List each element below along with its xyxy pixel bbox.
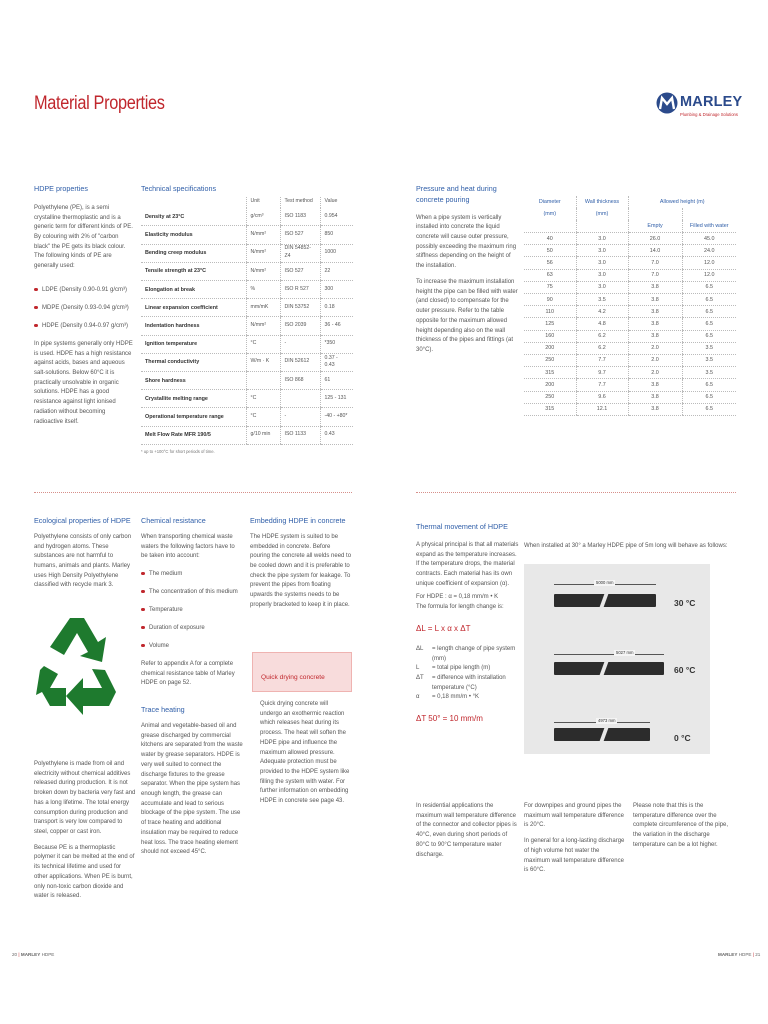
table-cell: ISO 1183: [280, 208, 320, 226]
table-row: [141, 262, 353, 280]
table-cell: 3.0: [576, 257, 628, 269]
table-cell: 3.5: [576, 294, 628, 306]
thermal-paragraph-1: A physical principal is that all materials expand as the temperature increases. If the temperature drops, the material contracts. Each material has its own unique coefficient of expansion (α).: [416, 541, 519, 587]
column-header-filled: Filled with water: [682, 220, 736, 232]
table-cell: 110: [524, 306, 576, 318]
table-cell: 36 - 46: [320, 317, 353, 335]
property-name: Melt Flow Rate MFR 190/5: [141, 426, 246, 444]
list-item: HDPE (Density 0.94-0.97 g/cm³): [34, 322, 134, 331]
table-cell: °C: [246, 390, 280, 408]
legend-symbol: ΔT: [416, 674, 424, 681]
list-item: Volume: [141, 642, 243, 651]
section-divider-right: [416, 492, 736, 493]
technical-specifications-section: [141, 184, 353, 455]
thermal-formula: ΔL = L x α x ΔT: [416, 623, 471, 633]
table-row: [524, 391, 736, 403]
list-item: Temperature: [141, 606, 243, 615]
table-cell: DIN 52612: [280, 353, 320, 371]
legend-definition: = 0,18 mm/m • °K: [432, 694, 480, 701]
thermal-coefficient: For HDPE : α = 0,18 mm/m • K: [416, 594, 499, 601]
pressure-heading-line2: concrete pouring: [416, 194, 470, 204]
table-cell: 6.5: [682, 294, 736, 306]
thermal-result: ΔT 50° = 10 mm/m: [416, 714, 483, 724]
page-number-right: 21: [755, 952, 761, 957]
table-cell: 160: [524, 330, 576, 342]
table-cell: 6.2: [576, 330, 628, 342]
table-cell: 3.8: [628, 403, 682, 415]
table-cell: ISO 527: [280, 262, 320, 280]
temperature-label: 0 °C: [674, 733, 691, 743]
table-row: [141, 317, 353, 335]
table-cell: 3.8: [628, 379, 682, 391]
thermal-column-3: Please note that this is the temperature difference over the complete circumference of the pipe, the variation in the discharge temperature can be a lot higher.: [633, 803, 729, 848]
table-cell: 40: [524, 233, 576, 245]
table-cell: 14.0: [628, 245, 682, 257]
embedding-heading: Embedding HDPE in concrete: [250, 516, 346, 525]
table-cell: ISO 527: [280, 226, 320, 244]
footer-product-right: HDPE: [738, 952, 752, 957]
footer-brand-left: MARLEY: [20, 952, 41, 957]
table-cell: 2.0: [628, 354, 682, 366]
chemical-intro: When transporting chemical waste waters the following factors have to be taken into account:: [141, 533, 235, 560]
property-name: Elasticity modulus: [141, 226, 246, 244]
table-cell: 2.0: [628, 342, 682, 354]
table-row: [524, 281, 736, 293]
page-title: Material Properties: [34, 93, 165, 114]
table-cell: [246, 371, 280, 389]
quick-drying-heading: Quick drying concrete: [261, 674, 325, 681]
table-row: [141, 244, 353, 262]
table-row: [524, 233, 736, 245]
table-cell: N/mm²: [246, 262, 280, 280]
trace-heating-body: Animal and vegetable-based oil and grease discharged by commercial kitchens are separated from the waste water by grease separators. HDPE is very well suited to connect the discharge fixtures to the grease separator. When the pipe system has enough length, the grease can accumulate and lead to serious blockage of the pipe system. The use of trace heating and additional insulation may be required to reduce heat loss. The trace heating element should not exceed 45°C.: [141, 722, 243, 856]
property-name: Linear expansion coefficient: [141, 299, 246, 317]
column-header-diameter: Diameter: [538, 199, 561, 206]
table-cell: 4.8: [576, 318, 628, 330]
table-cell: 0.43: [320, 426, 353, 444]
pipe-30c: [554, 594, 656, 607]
table-cell: 9.7: [576, 367, 628, 379]
chemical-resistance-heading: Chemical resistance: [141, 516, 206, 525]
table-row: [141, 390, 353, 408]
ecological-lower: [34, 760, 136, 902]
allowed-height-table: [524, 196, 736, 416]
table-cell: 6.5: [682, 391, 736, 403]
table-cell: 12.0: [682, 257, 736, 269]
table-cell: 7.0: [628, 257, 682, 269]
table-cell: 22: [320, 262, 353, 280]
table-cell: 6.5: [682, 330, 736, 342]
section-divider-left: [34, 492, 352, 493]
table-row: [524, 245, 736, 257]
pipe-60c: [554, 662, 664, 675]
table-cell: 3.0: [576, 281, 628, 293]
table-cell: 61: [320, 371, 353, 389]
table-cell: 26.0: [628, 233, 682, 245]
embedding-section: [250, 516, 352, 611]
property-name: Operational temperature range: [141, 408, 246, 426]
ecological-section: [34, 516, 136, 591]
table-cell: 12.0: [682, 269, 736, 281]
embedding-body: The HDPE system is suited to be embedded in concrete. Before pouring the concrete all welds need to be cooled down and it is preferable to check the pipe system for leakage. To prevent the pipes from floating upwards the systems needs to be properly bracketed to keep it in place.: [250, 533, 352, 608]
table-row: [141, 371, 353, 389]
table-cell: 1000: [320, 244, 353, 262]
property-name: Indentation hardness: [141, 317, 246, 335]
table-row: [524, 379, 736, 391]
footer-left: 20 | MARLEY HDPE: [12, 952, 55, 957]
pressure-paragraph-2: To increase the maximum installation height the pipe can be filled with water (and closed) to compensate for the outer pressure. Refer to the table opposite for the maximum allowed height depending also on the wall thickness of the pipes and fittings (at 30°C).: [416, 278, 518, 353]
table-row: [524, 367, 736, 379]
quick-drying-callout: [252, 652, 352, 692]
table-cell: °C: [246, 335, 280, 353]
table-cell: 6.5: [682, 281, 736, 293]
pressure-heading-line1: Pressure and heat during: [416, 184, 497, 193]
table-cell: 3.5: [682, 354, 736, 366]
table-cell: 63: [524, 269, 576, 281]
table-cell: ISO 1133: [280, 426, 320, 444]
table-row: [141, 426, 353, 444]
table-row: [524, 403, 736, 415]
legend-definition: = length change of pipe system (mm): [432, 645, 516, 662]
pipe-length-label: 5027 mm: [616, 650, 634, 655]
table-row: [141, 353, 353, 371]
footer-brand-right: MARLEY: [718, 952, 738, 957]
list-item: The medium: [141, 570, 243, 579]
property-name: Density at 23°C: [141, 208, 246, 226]
ecological-paragraph-1: Polyethylene consists of only carbon and hydrogen atoms. These substances are not harmful to humans, animals and plants. Marley uses High Density Polyethylene classified with recycle mark 3.: [34, 533, 132, 589]
legend-symbol: L: [416, 665, 420, 672]
thermal-heading: Thermal movement of HDPE: [416, 522, 508, 531]
table-cell: %: [246, 281, 280, 299]
technical-specifications-heading: Technical specifications: [141, 184, 217, 193]
trace-heating-heading: Trace heating: [141, 705, 185, 715]
table-cell: 6.5: [682, 379, 736, 391]
legend-symbol: ΔL: [416, 645, 424, 652]
table-cell: 6.5: [682, 403, 736, 415]
table-cell: °C: [246, 408, 280, 426]
list-item: LDPE (Density 0.90-0.91 g/cm³): [34, 286, 134, 295]
table-cell: 75: [524, 281, 576, 293]
specifications-table: [141, 197, 353, 445]
pipe-length-label: 4973 mm: [598, 718, 616, 723]
column-header-empty: Empty: [628, 220, 682, 232]
table-cell: 45.0: [682, 233, 736, 245]
table-cell: ISO 2039: [280, 317, 320, 335]
table-cell: 7.0: [628, 269, 682, 281]
table-cell: 90: [524, 294, 576, 306]
table-cell: -: [280, 335, 320, 353]
table-cell: 3.8: [628, 281, 682, 293]
allowed-height-table-body: [524, 233, 736, 416]
thermal-formula-intro: The formula for length change is:: [416, 604, 504, 611]
table-cell: -: [280, 408, 320, 426]
table-row: [141, 281, 353, 299]
table-cell: 3.0: [576, 245, 628, 257]
table-cell: 9.6: [576, 391, 628, 403]
hdpe-properties-heading: HDPE properties: [34, 184, 88, 193]
table-cell: 24.0: [682, 245, 736, 257]
table-cell: 3.8: [628, 330, 682, 342]
legend-definition: = difference with installation temperature (°C): [432, 674, 506, 691]
formula-legend: [416, 645, 520, 703]
marley-logo: [656, 90, 743, 126]
recycle-icon: [36, 606, 122, 746]
table-row: [524, 318, 736, 330]
list-item: The concentration of this medium: [141, 588, 243, 597]
property-name: Crystallite melting range: [141, 390, 246, 408]
table-cell: 7.7: [576, 354, 628, 366]
thermal-expansion-diagram: [524, 564, 710, 754]
table-cell: 6.2: [576, 342, 628, 354]
column-unit-diameter: (mm): [543, 211, 557, 218]
table-cell: 3.5: [682, 367, 736, 379]
column-header: Test method: [280, 197, 320, 208]
table-row: [524, 294, 736, 306]
table-cell: DIN 53752: [280, 299, 320, 317]
column-unit-wall-thickness: (mm): [576, 208, 628, 220]
table-cell: 3.5: [682, 342, 736, 354]
column-header-allowed-height: Allowed height (m): [628, 196, 736, 208]
column-header-wall-thickness: Wall thickness: [576, 196, 628, 208]
table-row: [524, 269, 736, 281]
table-row: [524, 342, 736, 354]
hdpe-properties-section: [34, 184, 134, 427]
thermal-column-2b: In general for a long-lasting discharge of high volume hot water the maximum wall temperature difference is 60°C.: [524, 838, 625, 874]
legend-definition: = total pipe length (m): [432, 665, 491, 672]
page-number-left: 20: [12, 952, 18, 957]
diagram-caption: When installed at 30° a Marley HDPE pipe of 5m long will behave as follows:: [524, 543, 728, 549]
table-cell: 3.8: [628, 294, 682, 306]
list-item: MDPE (Density 0.93-0.94 g/cm³): [34, 304, 134, 313]
table-cell: N/mm²: [246, 317, 280, 335]
table-row: [141, 299, 353, 317]
table-cell: 200: [524, 342, 576, 354]
table-row: [524, 306, 736, 318]
thermal-movement-section: [416, 522, 520, 725]
specifications-footnote: * up to +100°C for short periods of time.: [141, 448, 215, 454]
table-cell: 3.8: [628, 391, 682, 403]
ecological-paragraph-2: Polyethylene is made from oil and electricity without chemical additives released during production. It is not broken down by bacteria very fast and has a long lifetime. The total energy consumption during production and transport is very low compared to steel, copper or cast iron.: [34, 761, 136, 836]
hdpe-intro: Polyethylene (PE), is a semi crystalline thermoplastic and is a generic term for different kinds of PE. By colouring with 2% of "carbon black" the PE gets its black colour. The following kinds of PE are generally used:: [34, 204, 133, 270]
chemical-note: Refer to appendix A for a complete chemical resistance table of Marley HDPE on page 52.: [141, 660, 235, 687]
quick-drying-body: Quick drying concrete will undergo an exothermic reaction which releases heat during its process. The heat will soften the HDPE pipe and influence the maximum allowed pressure. Adequate protection must be provided to the HDPE system like filling the system with water. For further information on embedding HDPE in concrete see page 43.: [260, 701, 350, 805]
table-cell: 125: [524, 318, 576, 330]
ecological-paragraph-3: Because PE is a thermoplastic polymer it can be melted at the end of its technical lifetime and used for other applications. When PE is burnt, only non-toxic carbon dioxide and water is released.: [34, 844, 135, 900]
table-row: [524, 330, 736, 342]
property-name: Shore hardness: [141, 371, 246, 389]
table-cell: 3.8: [628, 306, 682, 318]
table-cell: 0.954: [320, 208, 353, 226]
table-cell: 200: [524, 379, 576, 391]
property-name: Thermal conductivity: [141, 353, 246, 371]
thermal-column-2: [524, 802, 626, 876]
table-cell: 3.0: [576, 269, 628, 281]
table-cell: 0.18: [320, 299, 353, 317]
table-cell: 7.7: [576, 379, 628, 391]
table-cell: 4.2: [576, 306, 628, 318]
column-header: Value: [320, 197, 353, 208]
pe-kinds-list: [34, 286, 134, 331]
table-cell: 3.8: [628, 318, 682, 330]
thermal-column-1: In residential applications the maximum wall temperature difference of the connector and collector pipes is 40°C, even during short periods of 80°C to 90°C temperature water discharge.: [416, 803, 517, 858]
table-cell: 2.0: [628, 367, 682, 379]
chemical-factors-list: [141, 570, 243, 651]
table-cell: 315: [524, 403, 576, 415]
pressure-paragraph-1: When a pipe system is vertically installed into concrete the liquid concrete will cause outer pressure, possibly exceeding the maximum ring stiffness depending on the height of the installation.: [416, 214, 517, 270]
table-cell: 3.0: [576, 233, 628, 245]
table-cell: 6.5: [682, 306, 736, 318]
list-item: Duration of exposure: [141, 624, 243, 633]
table-row: [524, 354, 736, 366]
table-cell: [280, 390, 320, 408]
logo-wordmark: MARLEY: [680, 94, 743, 110]
table-row: [524, 257, 736, 269]
temperature-label: 30 °C: [674, 598, 696, 608]
table-cell: 125 - 131: [320, 390, 353, 408]
thermal-column-2a: For downpipes and ground pipes the maximum wall temperature difference is 20°C.: [524, 803, 624, 829]
table-cell: 6.5: [682, 318, 736, 330]
pressure-heat-section: [416, 184, 520, 356]
table-row: [141, 208, 353, 226]
table-cell: g/10 min: [246, 426, 280, 444]
table-cell: 50: [524, 245, 576, 257]
chemical-resistance-section: [141, 516, 243, 858]
pipe-0c: [554, 728, 650, 741]
logo-tagline: Plumbing & Drainage Solutions: [680, 112, 738, 117]
table-cell: ISO R 527: [280, 281, 320, 299]
property-name: Elongation at break: [141, 281, 246, 299]
table-cell: 56: [524, 257, 576, 269]
table-cell: W/m · K: [246, 353, 280, 371]
column-header: Unit: [246, 197, 280, 208]
table-cell: N/mm²: [246, 244, 280, 262]
hdpe-body: In pipe systems generally only HDPE is used. HDPE has a high resistance against acids, bases and aqueous salt-solutions. Below 60°C it is practically unsolvable in organic solutions. HDPE has a good resistance against light ionised radiation without becoming radioactive itself.: [34, 340, 133, 425]
table-cell: g/cm³: [246, 208, 280, 226]
column-header: [141, 197, 246, 208]
property-name: Ignition temperature: [141, 335, 246, 353]
pipe-length-label: 5000 mm: [596, 580, 614, 585]
table-row: [141, 226, 353, 244]
table-cell: -40 - +80*: [320, 408, 353, 426]
property-name: Tensile strength at 23°C: [141, 262, 246, 280]
property-name: Bending creep modulus: [141, 244, 246, 262]
table-cell: ISO 868: [280, 371, 320, 389]
footer-right: MARLEY HDPE | 21: [718, 952, 761, 957]
marley-m-icon: [656, 90, 678, 116]
table-cell: 250: [524, 391, 576, 403]
table-cell: 250: [524, 354, 576, 366]
footer-product-left: HDPE: [41, 952, 55, 957]
table-cell: mm/mK: [246, 299, 280, 317]
table-cell: *350: [320, 335, 353, 353]
table-cell: 12.1: [576, 403, 628, 415]
table-cell: 0.37 - 0.43: [320, 353, 353, 371]
table-header-row: [141, 197, 353, 208]
table-cell: 315: [524, 367, 576, 379]
table-row: [141, 335, 353, 353]
specifications-table-body: [141, 208, 353, 444]
table-cell: DIN 54852-Z4: [280, 244, 320, 262]
table-cell: 300: [320, 281, 353, 299]
table-cell: N/mm²: [246, 226, 280, 244]
table-cell: 850: [320, 226, 353, 244]
legend-symbol: α: [416, 694, 420, 701]
ecological-heading: Ecological properties of HDPE: [34, 516, 131, 525]
temperature-label: 60 °C: [674, 665, 696, 675]
table-row: [141, 408, 353, 426]
